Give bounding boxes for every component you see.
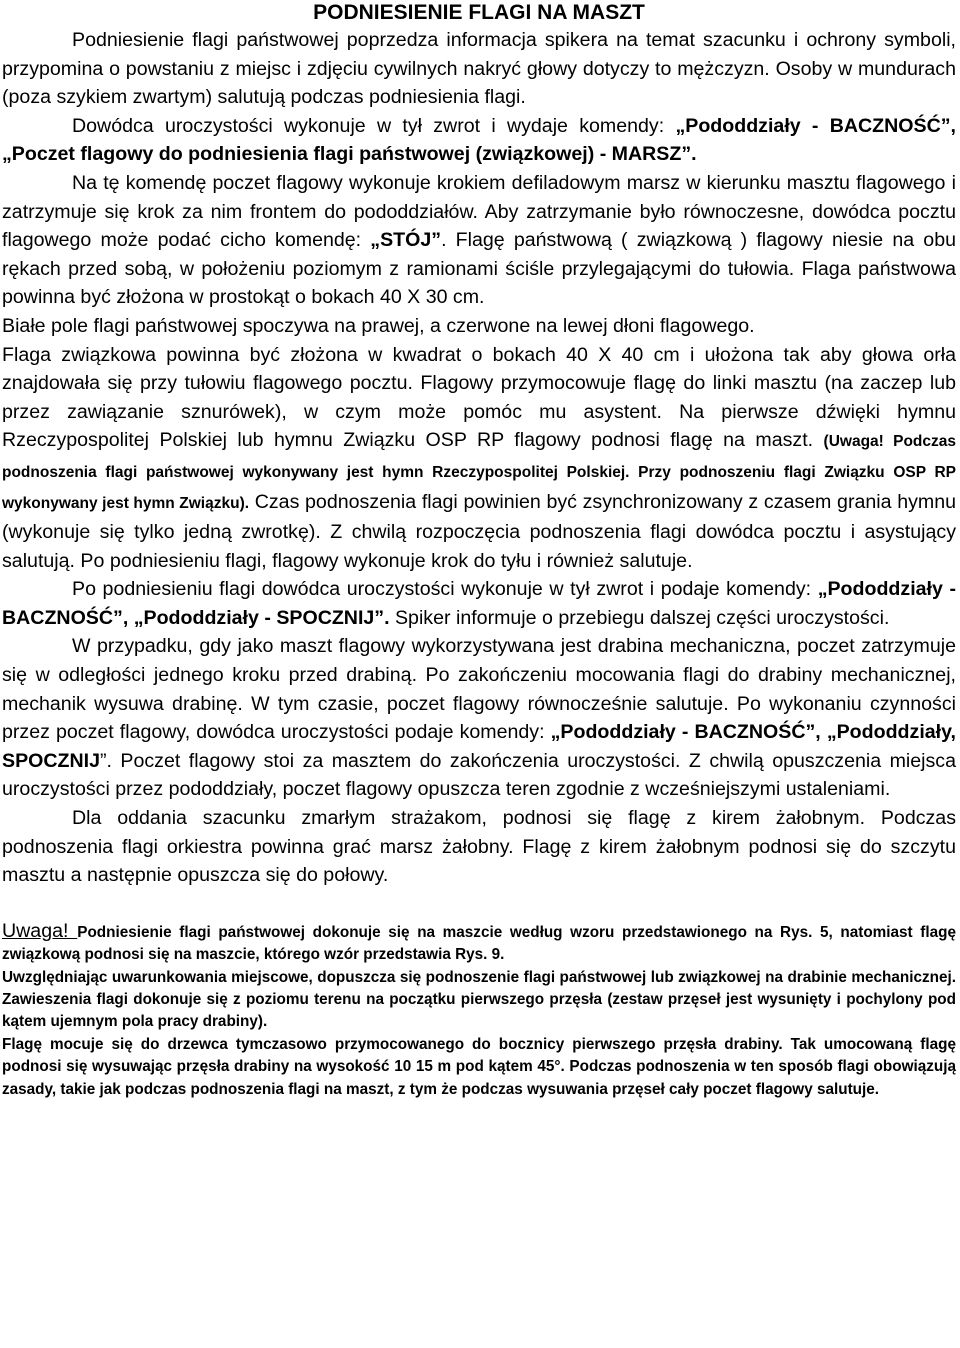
note-text-1: Podniesienie flagi państwowej dokonuje się na maszcie według wzoru przedstawionego na Rys. 5, natomiast flagę związkową podnosi się na maszcie, którego wzór przedstawia Rys. 9. <box>2 923 956 964</box>
note-paragraph-2: Uwzględniając uwarunkowania miejscowe, dopuszcza się podnoszenie flagi państwowej lub związkowej na drabinie mechanicznej. Zawieszenia flagi dokonuje się z poziomu terenu na początku pierwszego przęsła (zestaw przęseł jest wysunięty i pochylony pod kątem ujemnym pola pracy drabiny). <box>2 968 956 1031</box>
note-paragraph-3: Flagę mocuje się do drzewca tymczasowo przymocowanego do bocznicy pierwszego przęsła drabiny. Tak umocowaną flagę podnosi się wysuwając przęsła drabiny na wysokość 10 15 m pod kątem 45°. Podczas podnoszenia w ten sposób flagi obowiązują zasady, takie jak podczas podnoszenia flagi na maszt, z tym że podczas wysuwania przęseł cały poczet flagowy salutuje. <box>2 1035 956 1098</box>
paragraph-union-flag-text-cont: Czas podnoszenia flagi powinien być zsynchronizowany z czasem grania hymnu (wykonuje się tylko jedną zwrotkę). Z chwilą rozpoczęcia podnoszenia flagi dowódca pocztu i asystujący salutują. Po podniesieniu flagi, flagowy wykonuje krok do tyłu i również salutuje. <box>2 490 957 572</box>
paragraph-commands <box>2 112 956 169</box>
paragraph-mourning: Dla oddania szacunku zmarłym strażakom, podnosi się flagę z kirem żałobnym. Podczas podnoszenia flagi orkiestra powinna grać marsz żałobny. Flagę z kirem żałobnym podnosi się do szczytu masztu a następnie opuszcza się do połowy. <box>2 807 956 887</box>
paragraph-march-text-cont: . Flagę państwową ( związkową ) flagowy niesie na obu rękach przed sobą, w położeniu poziomym z ramionami ściśle przylegającymi do tułowia. Flaga państwowa powinna być złożona w prostokąt o bokach 40 X 30 cm. <box>2 229 956 309</box>
paragraph-ladder <box>2 632 956 804</box>
paragraph-intro: Podniesienie flagi państwowej poprzedza informacja spikera na temat szacunku i ochrony symboli, przypomina o powstaniu z miejsc i zdjęciu cywilnych nakryć głowy dotyczy to mężczyzn. Osoby w mundurach (poza szykiem zwartym) salutują podczas podniesienia flagi. <box>2 29 956 109</box>
command-text: „Pododdziały - BACZNOŚĆ”, „Poczet flagowy do podniesienia flagi państwowej (związkowej) - MARSZ”. <box>2 114 956 166</box>
command-ladder: „Pododdziały - BACZNOŚĆ”, „Pododdziały, SPOCZNIJ <box>2 721 956 772</box>
paragraph-ladder-text-cont: ”. Poczet flagowy stoi za masztem do zakończenia uroczystości. Z chwilą opuszczenia miejsca uroczystości przez pododdziały, poczet flagowy opuszcza teren zgodnie z wcześniejszymi ustaleniami. <box>2 749 956 801</box>
note-paragraph-1 <box>2 920 956 967</box>
note-section <box>2 920 956 1101</box>
anthem-note: (Uwaga! Podczas podnoszenia flagi państwowej wykonywany jest hymn Rzeczypospolitej Polskiej. Przy podnoszeniu flagi Związku OSP RP wykonywany jest hymn Związku). <box>2 433 956 512</box>
document-body <box>2 26 956 890</box>
note-label: Uwaga! <box>2 919 78 942</box>
paragraph-commands-text: Dowódca uroczystości wykonuje w tył zwrot i wydaje komendy: <box>72 114 665 137</box>
paragraph-union-flag-text: Flaga związkowa powinna być złożona w kwadrat o bokach 40 X 40 cm i ułożona tak aby głowa orła znajdowała się przy tułowiu flagowego pocztu. Flagowy przymocowuje flagę do linki masztu (na zaczep lub przez zawiązanie sznurówek), w czym może pomóc mu asystent. Na pierwsze dźwięki hymnu Rzeczypospolitej Polskiej lub hymnu Związku OSP RP flagowy podnosi flagę na maszt. <box>2 343 956 452</box>
command-spocznij: „Pododdziały - BACZNOŚĆ”, „Pododdziały - SPOCZNIJ”. <box>2 578 956 629</box>
document-title: PODNIESIENIE FLAGI NA MASZT <box>313 1 645 24</box>
paragraph-union-flag <box>2 341 956 576</box>
paragraph-ladder-text: W przypadku, gdy jako maszt flagowy wykorzystywana jest drabina mechaniczna, poczet zatrzymuje się w odległości jednego kroku przed drabiną. Po zakończeniu mocowania flagi do drabiny mechanicznej, mechanik wysuwa drabinę. W tym czasie, poczet flagowy równocześnie salutuje. Po wykonaniu czynności przez poczet flagowy, dowódca uroczystości podaje komendy: <box>2 635 956 744</box>
paragraph-march <box>2 169 956 312</box>
paragraph-march-text: Na tę komendę poczet flagowy wykonuje krokiem defiladowym marsz w kierunku masztu flagowego i zatrzymuje się krok za nim frontem do pododdziałów. Aby zatrzymanie było równoczesne, dowódca pocztu flagowego może podać cicho komendę: <box>2 171 956 252</box>
paragraph-after-raising <box>2 575 956 632</box>
paragraph-white-field: Białe pole flagi państwowej spoczywa na prawej, a czerwone na lewej dłoni flagowego. <box>2 314 755 337</box>
paragraph-after-raising-text-cont: Spiker informuje o przebiegu dalszej części uroczystości. <box>389 606 890 629</box>
command-stoj: „STÓJ” <box>370 229 442 252</box>
paragraph-after-raising-text: Po podniesieniu flagi dowódca uroczystości wykonuje w tył zwrot i podaje komendy: <box>72 578 818 601</box>
